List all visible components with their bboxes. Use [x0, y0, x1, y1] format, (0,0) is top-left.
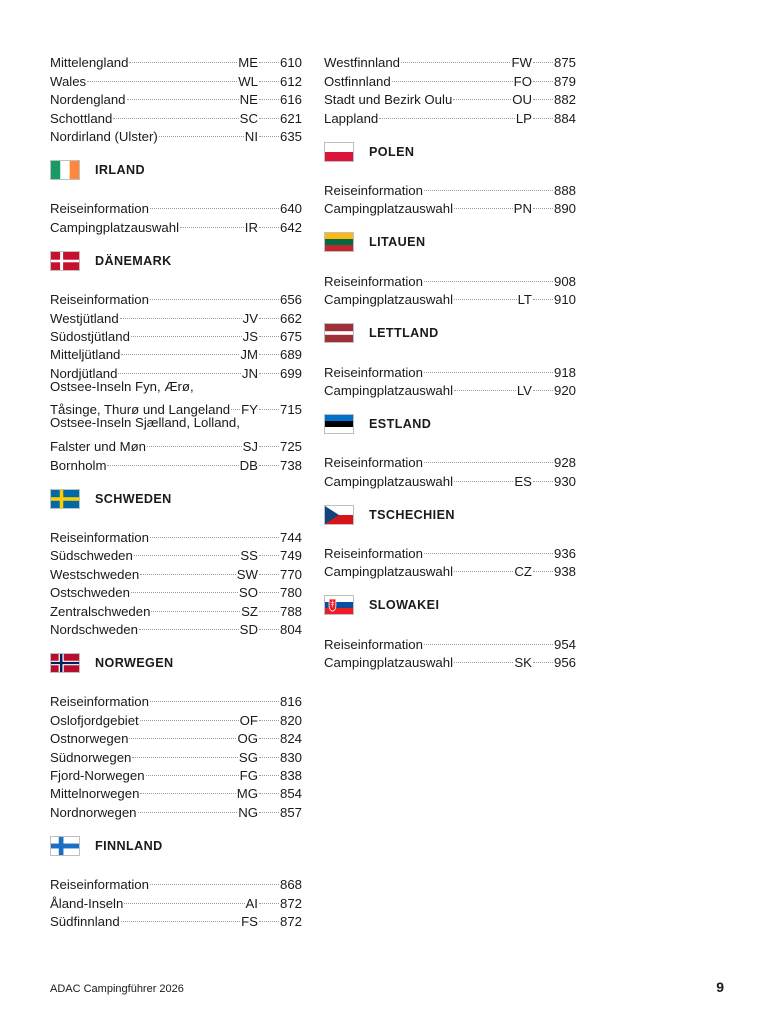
entry-region-code: OF — [239, 712, 258, 728]
dot-leader — [131, 323, 242, 341]
entry-label: Reiseinformation — [50, 694, 149, 710]
entry-label: Südschweden — [50, 548, 133, 564]
country-title: TSCHECHIEN — [369, 507, 455, 522]
dot-leader — [150, 688, 279, 706]
toc-entry[interactable] — [50, 871, 302, 893]
entry-region-code: LT — [517, 292, 532, 308]
entry-page: 872 — [279, 895, 302, 911]
dot-leader — [259, 780, 279, 798]
entry-region-code: MG — [236, 786, 258, 802]
dot-leader — [259, 213, 279, 231]
entry-region-code: SK — [514, 655, 532, 671]
entry-page: 780 — [279, 585, 302, 601]
entry-region-code: SZ — [241, 603, 258, 619]
entry-label: Reiseinformation — [324, 636, 423, 652]
entry-label: Nordengland — [50, 92, 126, 108]
toc-column-left — [50, 49, 302, 929]
dot-leader — [151, 597, 240, 615]
dot-leader — [259, 86, 279, 104]
entry-region-code: NG — [238, 804, 258, 820]
entry-label: Südostjütland — [50, 328, 130, 344]
entry-label: Campingplatzauswahl — [324, 655, 454, 671]
country-heading — [50, 488, 302, 510]
entry-region-code: SJ — [242, 439, 258, 455]
country-heading — [324, 413, 576, 435]
dot-leader — [533, 649, 553, 667]
entry-region-code: LP — [515, 110, 532, 126]
toc-entry[interactable] — [50, 433, 302, 455]
dot-leader — [146, 762, 239, 780]
country-heading — [324, 231, 576, 253]
dot-leader — [120, 304, 242, 322]
entry-page: 749 — [279, 548, 302, 564]
toc-entry[interactable] — [50, 86, 302, 108]
entry-region-code: FG — [239, 767, 258, 783]
country-title: FINNLAND — [95, 838, 163, 853]
entry-label: Reiseinformation — [324, 273, 423, 289]
dot-leader — [124, 889, 244, 907]
dot-leader — [454, 649, 513, 667]
entry-region-code: JM — [240, 347, 258, 363]
entry-region-code: SD — [239, 621, 258, 637]
entry-region-code: JS — [242, 328, 258, 344]
entry-region-code: DB — [239, 457, 258, 473]
entry-label: Stadt und Bezirk Oulu — [324, 92, 453, 108]
entry-page: 938 — [553, 564, 576, 580]
toc-entry[interactable] — [50, 378, 302, 396]
dot-leader — [424, 449, 553, 467]
toc-entry[interactable] — [324, 449, 576, 471]
dot-leader — [259, 743, 279, 761]
country-heading — [50, 250, 302, 272]
entry-page: 872 — [279, 913, 302, 929]
slovakia-flag-icon — [324, 595, 354, 615]
dot-leader — [401, 49, 510, 67]
lithuania-flag-icon — [324, 232, 354, 252]
toc-entry[interactable] — [50, 688, 302, 710]
entry-region-code: NE — [239, 92, 258, 108]
dot-leader — [533, 195, 553, 213]
entry-region-code: SG — [238, 749, 258, 765]
toc-entry[interactable] — [50, 286, 302, 308]
entry-page: 884 — [553, 110, 576, 126]
toc-entry[interactable] — [324, 177, 576, 198]
dot-leader — [259, 49, 279, 67]
dot-leader — [259, 304, 279, 322]
dot-leader — [140, 780, 235, 798]
entry-label: Reiseinformation — [50, 201, 149, 217]
country-title: DÄNEMARK — [95, 253, 172, 268]
entry-label: Reiseinformation — [50, 292, 149, 308]
entry-label: Schottland — [50, 110, 113, 126]
dot-leader — [113, 104, 238, 122]
entry-region-code: ES — [514, 473, 532, 489]
entry-page: 908 — [553, 273, 576, 289]
country-heading — [324, 504, 576, 526]
entry-region-code: IR — [244, 219, 258, 235]
toc-column-right — [324, 49, 576, 671]
dot-leader — [259, 104, 279, 122]
finland-flag-icon — [50, 836, 80, 856]
country-title: LETTLAND — [369, 326, 439, 341]
dot-leader — [134, 542, 240, 560]
dot-leader — [259, 542, 279, 560]
dot-leader — [259, 359, 279, 377]
entry-page: 954 — [553, 636, 576, 652]
dot-leader — [533, 104, 553, 122]
dot-leader — [259, 396, 279, 414]
entry-region-code: NI — [244, 128, 258, 144]
entry-region-code: SS — [240, 548, 258, 564]
dot-leader — [454, 377, 516, 395]
entry-region-code: FW — [511, 55, 532, 71]
entry-page: 616 — [279, 92, 302, 108]
estonia-flag-icon — [324, 414, 354, 434]
dot-leader — [132, 743, 238, 761]
dot-leader — [392, 67, 513, 85]
entry-region-code: SO — [238, 585, 258, 601]
entry-page: 699 — [279, 365, 302, 381]
entry-page: 642 — [279, 219, 302, 235]
entry-page: 890 — [553, 201, 576, 217]
dot-leader — [259, 616, 279, 634]
entry-label: Campingplatzauswahl — [324, 201, 454, 217]
toc-entry[interactable] — [50, 524, 302, 546]
entry-label: Nordnorwegen — [50, 804, 137, 820]
dot-leader — [131, 579, 238, 597]
entry-label: Nordirland (Ulster) — [50, 128, 158, 144]
country-heading — [50, 835, 302, 857]
entry-page: 918 — [553, 364, 576, 380]
dot-leader — [453, 86, 511, 104]
entry-page: 725 — [279, 439, 302, 455]
dot-leader — [140, 706, 239, 724]
entry-page: 738 — [279, 457, 302, 473]
dot-leader — [259, 341, 279, 359]
entry-label: Zentralschweden — [50, 603, 151, 619]
dot-leader — [129, 49, 237, 67]
toc-entry[interactable] — [324, 358, 576, 380]
entry-region-code: FY — [241, 402, 258, 418]
country-title: IRLAND — [95, 162, 145, 177]
entry-label: Nordschweden — [50, 621, 138, 637]
entry-page: 675 — [279, 328, 302, 344]
entry-label: Reiseinformation — [50, 877, 149, 893]
dot-leader — [424, 267, 553, 285]
country-heading — [324, 322, 576, 344]
toc-entry[interactable] — [50, 414, 302, 432]
entry-page: 820 — [279, 712, 302, 728]
country-heading — [50, 652, 302, 674]
dot-leader — [454, 558, 513, 576]
entry-region-code: WL — [238, 73, 258, 89]
entry-page: 854 — [279, 786, 302, 802]
country-title: ESTLAND — [369, 416, 432, 431]
dot-leader — [454, 195, 513, 213]
dot-leader — [107, 451, 238, 469]
dot-leader — [150, 871, 279, 889]
entry-page: 838 — [279, 767, 302, 783]
entry-page: 715 — [279, 402, 302, 418]
entry-page: 788 — [279, 603, 302, 619]
dot-leader — [533, 67, 553, 85]
denmark-flag-icon — [50, 251, 80, 271]
entry-label: Ostsee-Inseln Sjælland, Lolland, — [50, 415, 240, 431]
entry-label: Mittelnorwegen — [50, 786, 140, 802]
toc-entry[interactable] — [50, 67, 302, 89]
country-title: LITAUEN — [369, 235, 426, 250]
entry-page: 920 — [553, 382, 576, 398]
dot-leader — [259, 67, 279, 85]
dot-leader — [259, 560, 279, 578]
entry-region-code: JN — [241, 365, 258, 381]
entry-page: 930 — [553, 473, 576, 489]
dot-leader — [87, 67, 237, 85]
entry-region-code: OG — [237, 731, 258, 747]
dot-leader — [533, 286, 553, 304]
dot-leader — [424, 540, 553, 558]
entry-page: 656 — [279, 292, 302, 308]
sweden-flag-icon — [50, 489, 80, 509]
dot-leader — [533, 49, 553, 67]
entry-label: Åland-Inseln — [50, 895, 124, 911]
dot-leader — [454, 467, 513, 485]
dot-leader — [150, 286, 279, 304]
country-title: NORWEGEN — [95, 655, 174, 670]
entry-region-code: LV — [516, 382, 532, 398]
entry-label: Lappland — [324, 110, 379, 126]
entry-page: 928 — [553, 455, 576, 471]
entry-region-code: FS — [241, 913, 258, 929]
entry-page: 888 — [553, 182, 576, 198]
entry-region-code: SW — [236, 566, 258, 582]
dot-leader — [150, 195, 279, 213]
entry-label: Campingplatzauswahl — [50, 219, 180, 235]
dot-leader — [533, 377, 553, 395]
entry-label: Mitteljütland — [50, 347, 121, 363]
dot-leader — [259, 725, 279, 743]
entry-page: 830 — [279, 749, 302, 765]
entry-label: Falster und Møn — [50, 439, 147, 455]
entry-region-code: ME — [238, 55, 258, 71]
entry-region-code: OU — [512, 92, 532, 108]
entry-label: Campingplatzauswahl — [324, 292, 454, 308]
toc-entry[interactable] — [50, 49, 302, 71]
dot-leader — [259, 908, 279, 926]
dot-leader — [259, 123, 279, 141]
entry-page: 875 — [553, 55, 576, 71]
dot-leader — [121, 341, 239, 359]
entry-label: Campingplatzauswahl — [324, 564, 454, 580]
entry-page: 936 — [553, 546, 576, 562]
toc-entry[interactable] — [324, 630, 576, 652]
entry-region-code: PN — [513, 201, 532, 217]
country-title: SCHWEDEN — [95, 491, 172, 506]
entry-page: 635 — [279, 128, 302, 144]
entry-label: Reiseinformation — [324, 182, 423, 198]
dot-leader — [259, 706, 279, 724]
entry-label: Fjord-Norwegen — [50, 767, 145, 783]
entry-region-code: SC — [239, 110, 258, 126]
entry-label: Südfinnland — [50, 913, 120, 929]
dot-leader — [138, 798, 238, 816]
entry-label: Tåsinge, Thurø und Langeland — [50, 402, 231, 418]
entry-label: Ostschweden — [50, 585, 130, 601]
dot-leader — [424, 358, 553, 376]
entry-region-code: FO — [513, 73, 532, 89]
dot-leader — [127, 86, 239, 104]
dot-leader — [180, 213, 244, 231]
entry-label: Reiseinformation — [324, 364, 423, 380]
entry-page: 857 — [279, 804, 302, 820]
country-heading — [324, 141, 576, 163]
entry-label: Ostnorwegen — [50, 731, 129, 747]
entry-label: Bornholm — [50, 457, 107, 473]
dot-leader — [259, 323, 279, 341]
entry-page: 610 — [279, 55, 302, 71]
entry-region-code: AI — [245, 895, 258, 911]
dot-leader — [129, 725, 236, 743]
dot-leader — [259, 798, 279, 816]
dot-leader — [139, 616, 239, 634]
entry-page: 824 — [279, 731, 302, 747]
entry-label: Campingplatzauswahl — [324, 382, 454, 398]
dot-leader — [424, 630, 553, 648]
entry-region-code: JV — [242, 310, 258, 326]
entry-label: Reiseinformation — [324, 546, 423, 562]
entry-page: 612 — [279, 73, 302, 89]
entry-label: Südnorwegen — [50, 749, 132, 765]
dot-leader — [147, 433, 242, 451]
entry-label: Reiseinformation — [324, 455, 423, 471]
entry-page: 868 — [279, 877, 302, 893]
entry-label: Westschweden — [50, 566, 140, 582]
dot-leader — [140, 560, 236, 578]
latvia-flag-icon — [324, 323, 354, 343]
entry-label: Reiseinformation — [50, 530, 149, 546]
footer-publication-title: ADAC Campingführer 2026 — [50, 983, 184, 995]
poland-flag-icon — [324, 142, 354, 162]
entry-page: 804 — [279, 621, 302, 637]
dot-leader — [231, 396, 240, 414]
entry-label: Ostfinnland — [324, 73, 391, 89]
toc-entry[interactable] — [50, 195, 302, 217]
dot-leader — [533, 558, 553, 576]
entry-page: 910 — [553, 292, 576, 308]
dot-leader — [118, 359, 240, 377]
dot-leader — [454, 286, 517, 304]
country-heading — [50, 159, 302, 181]
entry-label: Nordjütland — [50, 365, 118, 381]
dot-leader — [259, 433, 279, 451]
entry-label: Westjütland — [50, 310, 119, 326]
country-heading — [324, 594, 576, 616]
entry-page: 956 — [553, 655, 576, 671]
dot-leader — [259, 762, 279, 780]
dot-leader — [259, 889, 279, 907]
toc-entry[interactable] — [324, 267, 576, 289]
toc-entry[interactable] — [50, 396, 302, 418]
czech-flag-icon — [324, 505, 354, 525]
entry-page: 662 — [279, 310, 302, 326]
dot-leader — [259, 451, 279, 469]
ireland-flag-icon — [50, 160, 80, 180]
dot-leader — [150, 524, 279, 542]
dot-leader — [259, 579, 279, 597]
entry-page: 640 — [279, 201, 302, 217]
entry-label: Mittelengland — [50, 55, 129, 71]
entry-page: 770 — [279, 566, 302, 582]
entry-label: Campingplatzauswahl — [324, 473, 454, 489]
entry-region-code: CZ — [514, 564, 532, 580]
entry-page: 621 — [279, 110, 302, 126]
country-title: SLOWAKEI — [369, 598, 440, 613]
footer-page-number: 9 — [716, 979, 724, 995]
norway-flag-icon — [50, 653, 80, 673]
entry-page: 816 — [279, 694, 302, 710]
entry-label: Ostsee-Inseln Fyn, Ærø, — [50, 378, 194, 394]
entry-page: 744 — [279, 530, 302, 546]
entry-page: 882 — [553, 92, 576, 108]
dot-leader — [121, 908, 240, 926]
entry-page: 689 — [279, 347, 302, 363]
entry-label: Wales — [50, 73, 87, 89]
dot-leader — [379, 104, 515, 122]
toc-entry[interactable] — [324, 49, 576, 71]
toc-entry[interactable] — [324, 540, 576, 562]
dot-leader — [533, 86, 553, 104]
dot-leader — [259, 597, 279, 615]
dot-leader — [159, 123, 244, 141]
entry-label: Oslofjordgebiet — [50, 712, 139, 728]
entry-page: 879 — [553, 73, 576, 89]
country-title: POLEN — [369, 144, 415, 159]
entry-label: Westfinnland — [324, 55, 400, 71]
dot-leader — [424, 177, 553, 195]
dot-leader — [533, 467, 553, 485]
